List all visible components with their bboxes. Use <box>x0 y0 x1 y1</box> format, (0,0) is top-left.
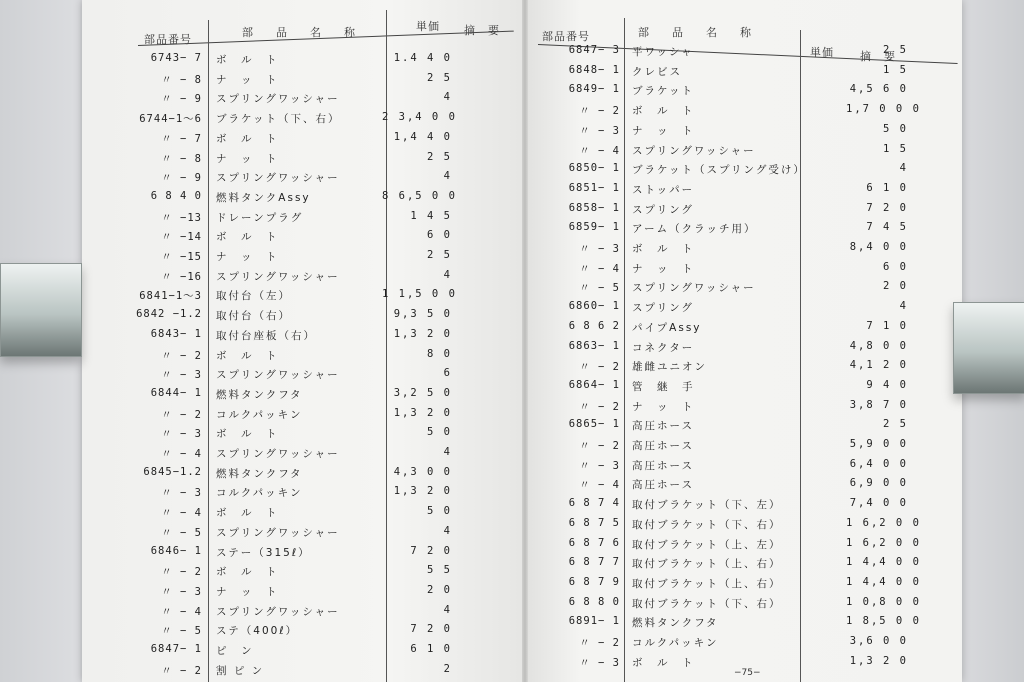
unit-price: 4 <box>443 91 452 104</box>
table-row <box>82 525 522 544</box>
part-name: スプリング <box>632 203 694 216</box>
part-number: 〃 − 3 <box>579 459 620 472</box>
unit-price: 1 4,4 0 0 <box>846 556 921 569</box>
part-number: 〃 −14 <box>161 231 202 244</box>
table-row <box>528 221 962 240</box>
unit-price: 1,3 2 0 <box>393 327 452 340</box>
right-page <box>528 0 962 682</box>
unit-price: 2 5 <box>883 418 908 431</box>
part-number: 〃 − 8 <box>161 152 202 165</box>
table-row <box>82 466 522 485</box>
table-row <box>528 438 962 457</box>
unit-price: 1,3 2 0 <box>393 485 452 498</box>
table-row <box>82 604 522 623</box>
part-name: コルクパッキン <box>216 408 303 421</box>
glass-page-weight-left <box>0 263 82 357</box>
part-number: 〃 − 2 <box>161 349 202 362</box>
part-name: ブラケット（下、右） <box>216 113 341 126</box>
part-name: スプリングワッシャー <box>216 270 340 283</box>
unit-price: 2 3,4 0 0 <box>382 111 457 124</box>
part-number: 6 8 7 5 <box>568 516 620 529</box>
unit-price: 1.4 4 0 <box>393 52 452 64</box>
page-number: −75− <box>734 668 761 678</box>
unit-price: 8 0 <box>427 347 452 360</box>
unit-price: 1 1,5 0 0 <box>382 288 457 301</box>
table-row <box>82 328 522 347</box>
header-unit-price: 単価 <box>416 20 440 33</box>
table-row <box>82 485 522 504</box>
unit-price: 1,4 4 0 <box>393 130 452 143</box>
table-row <box>82 151 522 170</box>
part-number: 6 8 7 9 <box>568 575 620 588</box>
part-number: 〃 − 3 <box>161 487 202 500</box>
part-name: 雄雌ユニオン <box>632 361 707 374</box>
unit-price: 4 <box>443 603 452 616</box>
part-name: 割 ピ ン <box>216 664 265 677</box>
part-name: コルクパッキン <box>632 637 719 649</box>
table-row <box>528 340 962 359</box>
table-row <box>528 537 962 556</box>
unit-price: 1 6,2 0 0 <box>846 536 921 549</box>
part-number: 6 8 8 0 <box>568 595 620 608</box>
part-number: 6846− 1 <box>150 544 202 557</box>
unit-price: 7 4 5 <box>866 221 908 234</box>
table-row <box>82 131 522 150</box>
unit-price: 1,3 2 0 <box>849 654 908 667</box>
part-number: 〃 − 4 <box>161 448 202 460</box>
unit-price: 2 5 <box>427 71 452 84</box>
part-number: 6843− 1 <box>150 327 202 340</box>
unit-price: 1 4,4 0 0 <box>846 575 921 588</box>
part-number: 〃 − 9 <box>161 172 202 185</box>
table-row <box>82 367 522 386</box>
part-number: 〃 − 2 <box>579 105 620 118</box>
part-name: ボ ル ト <box>216 231 279 244</box>
table-row <box>82 52 522 71</box>
part-number: 6847− 1 <box>150 643 202 655</box>
part-name: ナ ッ ト <box>632 262 695 275</box>
part-name: スプリングワッシャー <box>216 172 340 185</box>
table-row <box>528 418 962 437</box>
unit-price: 1,3 2 0 <box>393 406 452 419</box>
part-name: スプリングワッシャー <box>216 448 340 460</box>
unit-price: 5 0 <box>427 426 452 439</box>
table-row <box>528 64 962 83</box>
table-row <box>82 111 522 130</box>
part-name: ステー（315ℓ） <box>216 546 311 559</box>
unit-price: 6,9 0 0 <box>849 477 908 490</box>
unit-price: 3,2 5 0 <box>393 386 452 399</box>
unit-price: 7 2 0 <box>410 544 452 557</box>
table-row <box>528 596 962 615</box>
part-number: 〃 − 4 <box>579 262 620 275</box>
unit-price: 6 0 <box>883 260 908 273</box>
unit-price: 1 6,2 0 0 <box>846 516 921 529</box>
part-name: 高圧ホース <box>632 420 694 433</box>
unit-price: 1 5 <box>883 142 908 155</box>
table-row <box>528 399 962 418</box>
part-name: ボ ル ト <box>216 507 279 520</box>
table-row <box>82 190 522 209</box>
part-name: スプリングワッシャー <box>216 93 340 106</box>
part-number: 〃 − 5 <box>161 625 202 638</box>
part-number: 6858− 1 <box>568 201 620 214</box>
table-row <box>528 280 962 299</box>
unit-price: 5 5 <box>427 564 452 577</box>
part-number: 6 8 7 6 <box>568 536 620 549</box>
unit-price: 5 0 <box>883 122 908 135</box>
table-row <box>528 615 962 634</box>
part-number: 〃 − 4 <box>161 507 202 520</box>
part-name: ナ ッ ト <box>632 124 695 137</box>
table-row <box>528 497 962 516</box>
part-number: 6 8 4 0 <box>150 189 202 202</box>
part-number: 6863− 1 <box>568 339 620 352</box>
table-row <box>82 288 522 307</box>
header-part-name: 部 品 名 称 <box>242 26 361 39</box>
unit-price: 3,6 0 0 <box>849 635 908 647</box>
part-number: 〃 −15 <box>161 251 202 263</box>
part-name: ボ ル ト <box>632 656 695 669</box>
table-row <box>528 320 962 339</box>
part-number: 〃 − 4 <box>579 144 620 157</box>
part-name: ナ ッ ト <box>216 251 279 263</box>
part-name: 取付台（右） <box>216 310 291 323</box>
unit-price: 7 2 0 <box>866 201 908 214</box>
part-name: ナ ッ ト <box>216 73 279 86</box>
part-name: 燃料タンクAssy <box>216 191 311 204</box>
table-row <box>82 407 522 426</box>
unit-price: 6 1 0 <box>410 643 452 655</box>
part-name: ブラケット（スプリング受け） <box>632 164 806 177</box>
table-row <box>528 44 962 63</box>
part-name: スプリングワッシャー <box>216 526 340 539</box>
part-name: クレビス <box>632 65 682 78</box>
table-row <box>82 308 522 327</box>
unit-price: 4 <box>899 300 908 313</box>
table-row <box>528 202 962 221</box>
unit-price: 2 <box>443 662 452 675</box>
table-row <box>82 426 522 445</box>
table-row <box>528 517 962 536</box>
table-row <box>82 229 522 248</box>
unit-price: 6 <box>443 367 452 380</box>
part-number: 6 8 7 7 <box>568 556 620 569</box>
unit-price: 3,8 7 0 <box>849 398 908 411</box>
table-row <box>82 387 522 406</box>
part-name: ステ（400ℓ） <box>216 625 299 638</box>
part-name: ボ ル ト <box>216 132 279 145</box>
part-number: 〃 − 7 <box>161 132 202 145</box>
part-number: 6859− 1 <box>568 221 620 234</box>
part-name: 高圧ホース <box>632 459 694 472</box>
glass-page-weight-right <box>953 302 1024 394</box>
part-number: 〃 − 3 <box>161 369 202 382</box>
part-number: 〃 − 5 <box>579 282 620 295</box>
part-name: ボ ル ト <box>216 54 279 66</box>
unit-price: 1 4 5 <box>410 209 452 222</box>
unit-price: 4,8 0 0 <box>849 339 908 352</box>
table-row <box>528 143 962 162</box>
part-number: 〃 − 3 <box>579 124 620 137</box>
table-row <box>528 123 962 142</box>
part-number: 〃 − 5 <box>161 526 202 539</box>
part-name: ボ ル ト <box>216 349 279 362</box>
unit-price: 1 8,5 0 0 <box>846 615 921 628</box>
table-row <box>82 663 522 682</box>
unit-price: 4,1 2 0 <box>849 359 908 372</box>
part-name: ボ ル ト <box>216 566 279 579</box>
part-name: スプリングワッシャー <box>632 144 756 157</box>
unit-price: 2 0 <box>427 583 452 596</box>
part-number: 〃 − 3 <box>161 585 202 598</box>
table-row <box>528 576 962 595</box>
table-row <box>82 72 522 91</box>
unit-price: 1 0,8 0 0 <box>846 595 921 608</box>
part-name: 高圧ホース <box>632 440 694 452</box>
part-name: スプリングワッシャー <box>632 282 756 295</box>
part-name: 燃料タンクフタ <box>216 388 303 401</box>
part-name: 取付ブラケット（上、右） <box>632 577 782 590</box>
part-number: 6842 −1.2 <box>136 308 202 321</box>
table-row <box>528 162 962 181</box>
part-name: 取付台（左） <box>216 290 291 303</box>
header-unit-price-right: 単価 <box>810 46 834 59</box>
part-number: 〃 − 3 <box>161 428 202 441</box>
table-row <box>528 458 962 477</box>
part-number: 〃 − 8 <box>161 73 202 86</box>
part-number: 6864− 1 <box>568 378 620 391</box>
part-number: 6865− 1 <box>568 418 620 431</box>
part-name: 取付台座板（右） <box>216 329 316 342</box>
unit-price: 6,4 0 0 <box>849 457 908 470</box>
part-number: 〃 − 2 <box>161 566 202 579</box>
part-name: ナ ッ ト <box>216 152 279 165</box>
unit-price: 8 6,5 0 0 <box>382 189 457 202</box>
part-number: 〃 − 9 <box>161 93 202 106</box>
part-name: 取付ブラケット（下、右） <box>632 597 782 610</box>
part-name: スプリング <box>632 302 694 315</box>
table-row <box>82 505 522 524</box>
open-book <box>82 0 962 682</box>
part-number: 〃 − 2 <box>161 408 202 421</box>
unit-price: 9 4 0 <box>866 378 908 391</box>
table-row <box>82 348 522 367</box>
unit-price: 6 0 <box>427 229 452 242</box>
part-name: アーム（クラッチ用） <box>632 223 757 236</box>
table-row <box>528 241 962 260</box>
unit-price: 2 5 <box>883 44 908 56</box>
part-name: 取付ブラケット（下、左） <box>632 499 782 512</box>
part-number: 〃 − 4 <box>579 479 620 492</box>
part-number: 6743− 7 <box>150 52 202 64</box>
part-number: 6744−1〜6 <box>139 113 202 126</box>
unit-price: 2 0 <box>883 280 908 293</box>
unit-price: 4 <box>443 446 452 458</box>
unit-price: 7,4 0 0 <box>849 497 908 510</box>
part-number: 〃 −16 <box>161 270 202 283</box>
part-name: ボ ル ト <box>632 243 695 255</box>
part-number: 〃 − 2 <box>579 637 620 649</box>
part-number: 6847− 3 <box>568 44 620 56</box>
part-name: コルクパッキン <box>216 487 303 500</box>
part-number: 6849− 1 <box>568 83 620 96</box>
header-part-no-right: 部品番号 <box>542 30 590 43</box>
part-name: ブラケット <box>632 85 694 98</box>
table-row <box>82 91 522 110</box>
part-name: スプリングワッシャー <box>216 369 340 382</box>
table-row <box>528 182 962 201</box>
unit-price: 8,4 0 0 <box>849 241 908 253</box>
part-name: 燃料タンクフタ <box>632 617 719 630</box>
part-name: ナ ッ ト <box>216 585 279 598</box>
unit-price: 5 0 <box>427 505 452 518</box>
part-name: 取付ブラケット（上、左） <box>632 538 782 551</box>
part-name: 取付ブラケット（上、右） <box>632 558 782 571</box>
table-row <box>528 261 962 280</box>
part-number: 6850− 1 <box>568 162 620 175</box>
part-number: 〃 − 2 <box>161 664 202 677</box>
part-name: 平ワッシャ <box>632 46 694 58</box>
part-name: ボ ル ト <box>216 428 279 441</box>
part-name: ドレーンプラグ <box>216 211 304 224</box>
part-number: 〃 − 4 <box>161 605 202 618</box>
part-name: 高圧ホース <box>632 479 694 492</box>
part-number: 6844− 1 <box>150 386 202 399</box>
unit-price: 4 <box>899 162 908 175</box>
unit-price: 4 <box>443 524 452 537</box>
table-row <box>528 83 962 102</box>
part-name: パイプAssy <box>632 321 702 334</box>
part-number: 6860− 1 <box>568 300 620 313</box>
part-number: 6 8 6 2 <box>568 319 620 332</box>
unit-price: 5,9 0 0 <box>849 438 908 450</box>
unit-price: 1,7 0 0 0 <box>846 103 921 116</box>
part-number: 〃 − 2 <box>579 361 620 374</box>
part-number: 6 8 7 4 <box>568 497 620 510</box>
unit-price: 7 2 0 <box>410 623 452 636</box>
part-name: スプリングワッシャー <box>216 605 340 618</box>
header-remarks: 摘 要 <box>464 24 500 37</box>
table-row <box>528 103 962 122</box>
table-row <box>82 446 522 465</box>
part-number: 6851− 1 <box>568 181 620 194</box>
unit-price: 9,3 5 0 <box>393 308 452 321</box>
unit-price: 4 <box>443 268 452 281</box>
part-number: 〃 − 3 <box>579 243 620 255</box>
part-name: 燃料タンクフタ <box>216 467 303 480</box>
part-name: コネクター <box>632 341 695 354</box>
part-number: 〃 − 2 <box>579 400 620 413</box>
header-remarks-right: 摘 要 <box>860 50 896 63</box>
part-name: 取付ブラケット（下、右） <box>632 518 782 531</box>
header-part-no: 部品番号 <box>144 33 192 46</box>
table-row <box>528 556 962 575</box>
header-part-name-right: 部 品 名 称 <box>638 26 757 39</box>
table-row <box>82 170 522 189</box>
part-number: 6848− 1 <box>568 63 620 76</box>
table-row <box>82 249 522 268</box>
unit-price: 7 1 0 <box>866 319 908 332</box>
unit-price: 4,5 6 0 <box>849 83 908 96</box>
table-row <box>82 564 522 583</box>
unit-price: 2 5 <box>427 249 452 261</box>
unit-price: 6 1 0 <box>866 181 908 194</box>
table-row <box>528 379 962 398</box>
part-number: 〃 − 2 <box>579 440 620 452</box>
table-row <box>528 359 962 378</box>
part-number: 6891− 1 <box>568 615 620 628</box>
table-row <box>82 584 522 603</box>
table-row <box>528 635 962 654</box>
table-row <box>82 210 522 229</box>
table-row <box>528 477 962 496</box>
unit-price: 4 <box>443 170 452 183</box>
part-name: ナ ッ ト <box>632 400 695 413</box>
part-name: 管 継 手 <box>632 380 695 393</box>
table-row <box>82 269 522 288</box>
part-number: 6841−1〜3 <box>139 290 202 303</box>
part-name: ピ ン <box>216 645 254 657</box>
part-number: 6845−1.2 <box>143 465 202 478</box>
part-name: ストッパー <box>632 183 695 196</box>
table-row <box>528 300 962 319</box>
unit-price: 1 5 <box>883 63 908 76</box>
part-number: 〃 −13 <box>161 211 202 224</box>
unit-price: 2 5 <box>427 150 452 163</box>
table-row <box>82 643 522 662</box>
left-page <box>82 0 522 682</box>
table-row <box>82 545 522 564</box>
table-row <box>82 623 522 642</box>
part-number: 〃 − 3 <box>579 656 620 669</box>
unit-price: 4,3 0 0 <box>393 465 452 478</box>
part-name: ボ ル ト <box>632 105 695 118</box>
